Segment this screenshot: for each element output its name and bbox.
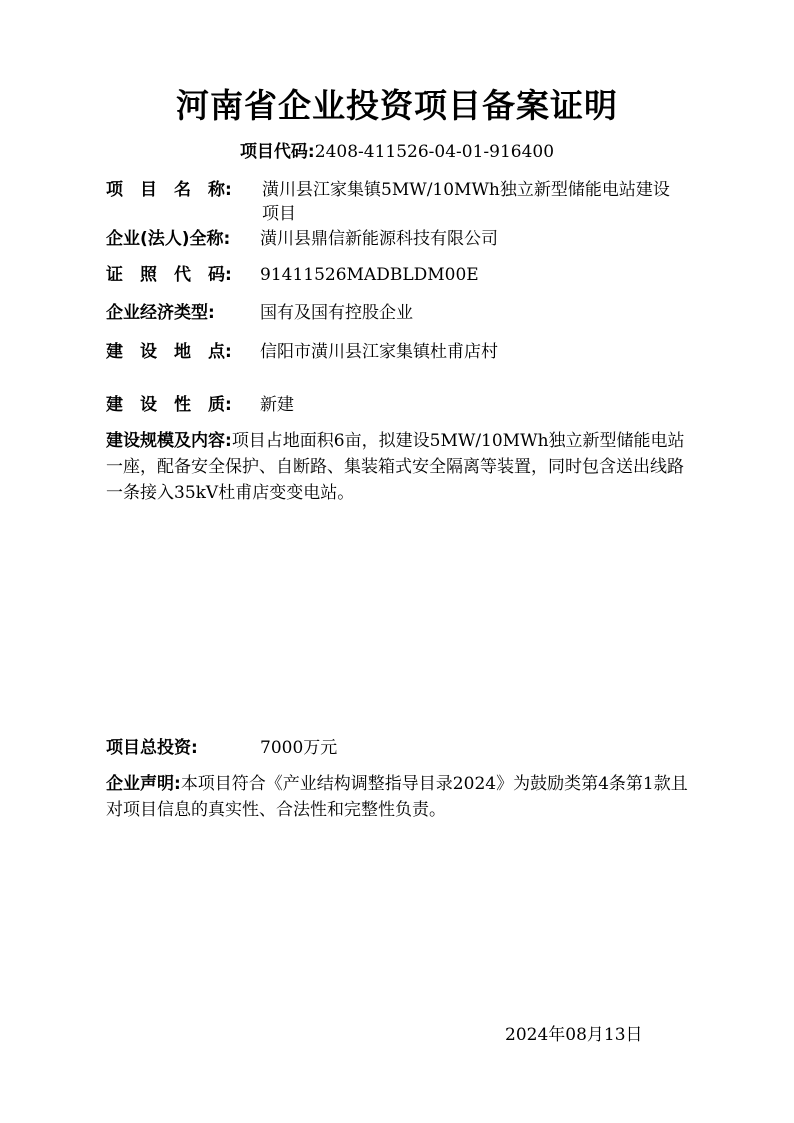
economic-type-value: 国有及国有控股企业 (260, 303, 413, 323)
declaration-row (106, 771, 694, 823)
economic-type-row (106, 300, 706, 326)
project-code-value: 2408-411526-04-01-916400 (314, 142, 555, 162)
document-title: 河南省企业投资项目备案证明 (176, 86, 618, 125)
project-code-line (0, 140, 794, 164)
project-name-value: 潢川县江家集镇5MW/10MWh独立新型储能电站建设项目 (262, 180, 670, 224)
enterprise-name-row (106, 226, 706, 252)
economic-type-label: 企业经济类型: (106, 303, 215, 323)
project-name-row (106, 178, 686, 226)
scale-row (106, 428, 694, 506)
location-value: 信阳市潢川县江家集镇杜甫店村 (260, 342, 498, 362)
enterprise-name-label: 企业(法人)全称: (106, 229, 231, 249)
certificate-code-row (106, 262, 706, 288)
nature-value: 新建 (260, 395, 294, 415)
scale-label: 建设规模及内容: (106, 431, 232, 451)
total-investment-row (106, 735, 706, 761)
total-investment-label: 项目总投资: (106, 738, 198, 758)
nature-label: 建 设 性 质: (106, 395, 232, 415)
nature-row (106, 392, 706, 418)
declaration-value: 本项目符合《产业结构调整指导目录2024》为鼓励类第4条第1款且对项目信息的真实性、合法性和完整性负责。 (106, 774, 688, 820)
location-label: 建 设 地 点: (106, 342, 232, 362)
project-code-label: 项目代码: (239, 142, 315, 162)
project-name-label: 项 目 名 称: (106, 180, 232, 200)
declaration-label: 企业声明: (106, 774, 181, 794)
location-row (106, 339, 706, 365)
enterprise-name-value: 潢川县鼎信新能源科技有限公司 (260, 229, 498, 249)
total-investment-value: 7000万元 (260, 738, 338, 758)
certificate-code-label: 证 照 代 码: (106, 265, 232, 285)
issue-date: 2024年08月13日 (505, 1025, 643, 1045)
scale-value: 项目占地面积6亩，拟建设5MW/10MWh独立新型储能电站一座，配备安全保护、自断路、集装箱式安全隔离等装置，同时包含送出线路一条接入35kV杜甫店变变电站。 (106, 431, 685, 503)
certificate-code-value: 91411526MADBLDM00E (260, 265, 479, 285)
